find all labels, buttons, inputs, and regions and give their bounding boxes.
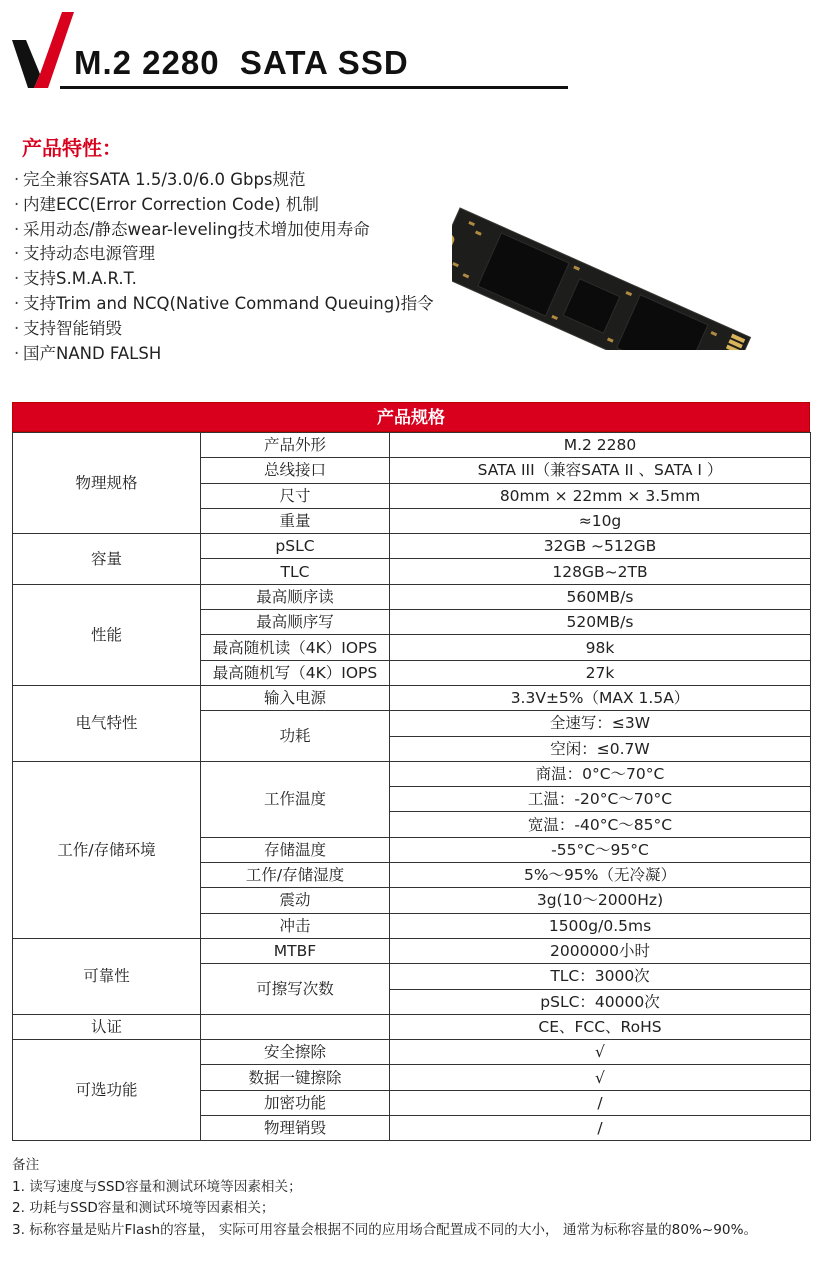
spec-table xyxy=(12,402,810,1141)
product-title: M.2 2280 SATA SSD xyxy=(74,44,409,81)
features-heading: 产品特性： xyxy=(22,136,122,160)
item-certification-empty xyxy=(201,1014,390,1039)
feature-item: · 国产NAND FALSH xyxy=(14,343,162,363)
group-environment: 工作/存储环境 xyxy=(13,761,201,938)
feature-item: · 采用动态/静态wear-leveling技术增加使用寿命 xyxy=(14,219,370,239)
value-shock: 1500g/0.5ms xyxy=(390,913,811,938)
group-performance: 性能 xyxy=(13,584,201,685)
group-reliability: 可靠性 xyxy=(13,938,201,1014)
value-certification: CE、FCC、RoHS xyxy=(390,1014,811,1039)
item-pslc: pSLC xyxy=(201,534,390,559)
table-row xyxy=(13,685,811,710)
item-form-factor: 产品外形 xyxy=(201,433,390,458)
item-interface: 总线接口 xyxy=(201,458,390,483)
value-size: 80mm × 22mm × 3.5mm xyxy=(390,483,811,508)
feature-item: · 完全兼容SATA 1.5/3.0/6.0 Gbps规范 xyxy=(14,170,306,189)
group-physical: 物理规格 xyxy=(13,433,201,534)
spec-grid xyxy=(12,432,811,1141)
item-size: 尺寸 xyxy=(201,483,390,508)
features-list xyxy=(14,168,434,366)
table-row xyxy=(13,534,811,559)
item-vibration: 震动 xyxy=(201,888,390,913)
table-row xyxy=(13,938,811,963)
value-interface: SATA III（兼容SATA II 、SATA I ） xyxy=(390,458,811,483)
group-electrical: 电气特性 xyxy=(13,685,201,761)
value-pslc: 32GB ~512GB xyxy=(390,534,811,559)
table-row xyxy=(13,1040,811,1065)
value-vibration: 3g(10～2000Hz) xyxy=(390,888,811,913)
group-optional: 可选功能 xyxy=(13,1040,201,1141)
feature-item: · 支持S.M.A.R.T. xyxy=(14,269,137,289)
value-secure-erase: √ xyxy=(390,1040,811,1065)
item-encryption: 加密功能 xyxy=(201,1090,390,1115)
item-seq-read: 最高顺序读 xyxy=(201,584,390,609)
feature-item: · 内建ECC(Error Correction Code) 机制 xyxy=(14,194,319,214)
item-pe-cycles: 可擦写次数 xyxy=(201,964,390,1015)
item-one-key-erase: 数据一键擦除 xyxy=(201,1065,390,1090)
value-tlc: 128GB~2TB xyxy=(390,559,811,584)
value-one-key-erase: √ xyxy=(390,1065,811,1090)
page-header xyxy=(0,0,827,100)
brand-logo-icon xyxy=(12,12,76,90)
feature-item: · 支持智能销毁 xyxy=(14,318,122,338)
item-storage-temp: 存储温度 xyxy=(201,837,390,862)
value-pe-tlc: TLC：3000次 xyxy=(390,964,811,989)
feature-item: · 支持Trim and NCQ(Native Command Queuing)指令 xyxy=(14,293,434,313)
table-row xyxy=(13,584,811,609)
item-seq-write: 最高顺序写 xyxy=(201,610,390,635)
item-rand-write: 最高随机写（4K）IOPS xyxy=(201,660,390,685)
value-input-power: 3.3V±5%（MAX 1.5A） xyxy=(390,685,811,710)
item-rand-read: 最高随机读（4K）IOPS xyxy=(201,635,390,660)
note-item: 3. 标称容量是贴片Flash的容量， 实际可用容量会根据不同的应用场合配置成不同的大小， 通常为标称容量的80%~90%。 xyxy=(12,1221,758,1238)
item-secure-erase: 安全擦除 xyxy=(201,1040,390,1065)
table-row xyxy=(13,1014,811,1039)
value-power-full: 全速写：≤3W xyxy=(390,711,811,736)
table-row xyxy=(13,761,811,786)
group-capacity: 容量 xyxy=(13,534,201,585)
feature-item: · 支持动态电源管理 xyxy=(14,244,155,264)
value-mtbf: 2000000小时 xyxy=(390,938,811,963)
item-weight: 重量 xyxy=(201,508,390,533)
item-humidity: 工作/存储湿度 xyxy=(201,863,390,888)
value-seq-read: 560MB/s xyxy=(390,584,811,609)
value-pe-pslc: pSLC：40000次 xyxy=(390,989,811,1014)
value-weight: ≈10g xyxy=(390,508,811,533)
ssd-product-image xyxy=(452,150,807,350)
value-temp-wide: 宽温：-40°C～85°C xyxy=(390,812,811,837)
value-power-idle: 空闲：≤0.7W xyxy=(390,736,811,761)
value-encryption: / xyxy=(390,1090,811,1115)
value-rand-read: 98k xyxy=(390,635,811,660)
notes-section xyxy=(12,1155,817,1241)
value-temp-industrial: 工温：-20°C～70°C xyxy=(390,787,811,812)
title-underline xyxy=(60,86,568,89)
table-row xyxy=(13,433,811,458)
item-op-temp: 工作温度 xyxy=(201,761,390,837)
value-seq-write: 520MB/s xyxy=(390,610,811,635)
value-humidity: 5%～95%（无冷凝） xyxy=(390,863,811,888)
item-physical-destroy: 物理销毁 xyxy=(201,1116,390,1141)
spec-table-title: 产品规格 xyxy=(12,402,810,432)
value-rand-write: 27k xyxy=(390,660,811,685)
item-tlc: TLC xyxy=(201,559,390,584)
value-temp-commercial: 商温：0°C～70°C xyxy=(390,761,811,786)
item-mtbf: MTBF xyxy=(201,938,390,963)
item-shock: 冲击 xyxy=(201,913,390,938)
group-certification: 认证 xyxy=(13,1014,201,1039)
note-item: 2. 功耗与SSD容量和测试环境等因素相关； xyxy=(12,1200,275,1216)
item-input-power: 输入电源 xyxy=(201,685,390,710)
value-form-factor: M.2 2280 xyxy=(390,433,811,458)
item-power: 功耗 xyxy=(201,711,390,762)
value-storage-temp: -55°C～95°C xyxy=(390,837,811,862)
notes-heading: 备注 xyxy=(12,1157,40,1173)
note-item: 1. 读写速度与SSD容量和测试环境等因素相关； xyxy=(12,1178,302,1195)
value-physical-destroy: / xyxy=(390,1116,811,1141)
